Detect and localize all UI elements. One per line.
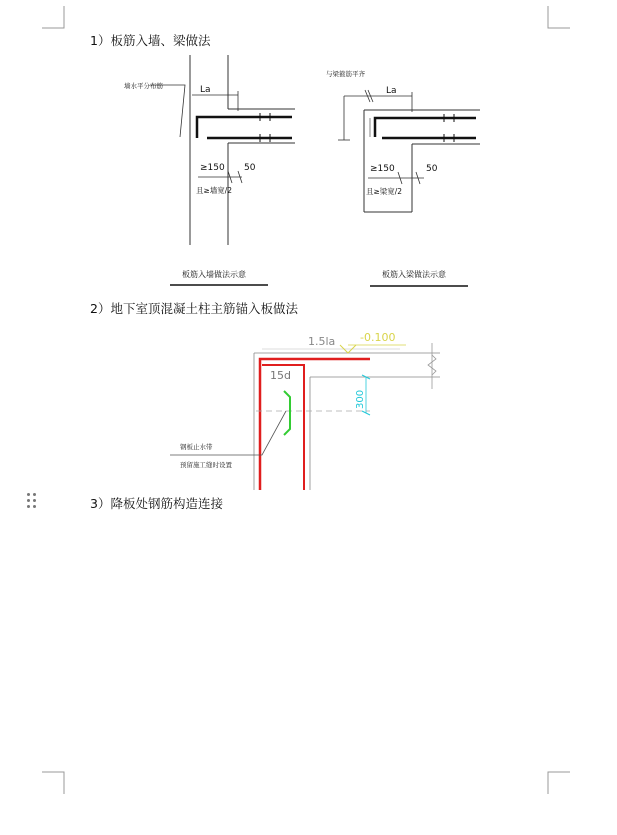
column-bend-label: 15d: [270, 369, 291, 382]
wall-dim-150: ≥150: [200, 163, 225, 173]
beam-align-label: 与梁箍筋平齐: [326, 70, 365, 78]
beam-la-label: La: [386, 86, 397, 96]
column-elevation: -0.100: [360, 331, 396, 344]
section-heading-3: 3）降板处钢筋构造连接: [90, 496, 223, 511]
figure-slab-into-wall: [120, 55, 305, 295]
wall-rebar-label: 墙水平分布筋: [124, 82, 163, 90]
page-corner-mark-top-left: [42, 6, 66, 30]
drag-handle-icon[interactable]: [26, 492, 38, 510]
page-corner-mark-bottom-right: [546, 770, 570, 794]
column-joint-label: 预留施工缝时设置: [180, 461, 232, 469]
column-anchor-len: 1.5la: [308, 335, 336, 348]
figure-slab-into-beam: [320, 62, 490, 292]
page-corner-mark-bottom-left: [42, 770, 66, 794]
section-heading-2: 2）地下室顶混凝土柱主筋锚入板做法: [90, 301, 298, 316]
beam-note: 且≥梁宽/2: [366, 187, 403, 196]
wall-caption: 板筋入墙做法示意: [182, 270, 246, 279]
beam-caption: 板筋入梁做法示意: [382, 270, 446, 279]
column-dim-300: 300: [355, 389, 366, 409]
section-heading-1: 1）板筋入墙、梁做法: [90, 33, 211, 48]
beam-dim-50: 50: [426, 164, 438, 174]
column-waterstop-label: 钢板止水带: [180, 443, 213, 451]
beam-dim-150: ≥150: [370, 164, 395, 174]
wall-la-label: La: [200, 85, 211, 95]
figure-column-anchor: [170, 325, 455, 490]
wall-dim-50: 50: [244, 163, 256, 173]
wall-note: 且≥墙宽/2: [196, 186, 233, 195]
page-corner-mark-top-right: [546, 6, 570, 30]
